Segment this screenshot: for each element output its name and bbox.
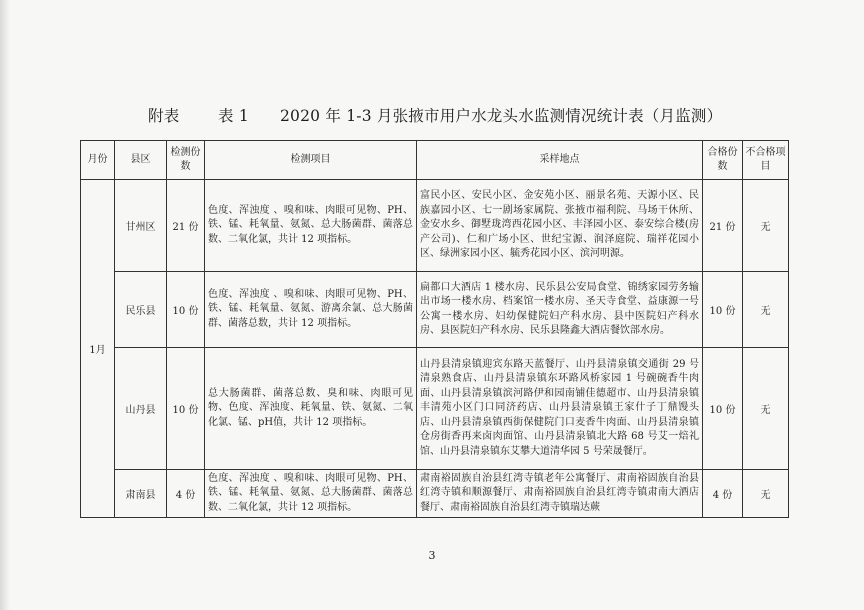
- qualified-cell: 10 份: [703, 272, 743, 348]
- county-cell: 肃南县: [115, 470, 167, 518]
- sites-text: 富民小区、安民小区、金安苑小区、丽景名苑、天源小区、民族嘉园小区、七一剧场家属院、张掖市福利院、马场干休所、金安水乡、御墅珑湾西花园小区、丰泽园小区、泰安综合楼(房产公司)、仁和广场小区、世纪宝源、润泽庭院、瑞祥花园小区、绿洲家园小区、毓秀花园小区、滨河明源。: [420, 190, 699, 260]
- title-text: 2020 年 1-3 月张掖市用户水龙头水监测情况统计表（月监测）: [280, 107, 723, 125]
- header-sites: 采样地点: [417, 141, 703, 180]
- sites-text: 肃南裕固族自治县红湾寺镇老年公寓餐厅、肃南裕固族自治县红湾寺镇和顺源餐厅、肃南裕固族自治县红湾寺镇肃南大酒店餐厅、肃南裕固族自治县红湾寺镇瑞达蕨: [420, 472, 699, 513]
- page-number: 3: [428, 549, 436, 562]
- items-cell: [205, 180, 417, 272]
- items-text: 色度、浑浊度 、嗅和味、肉眼可见物、PH、铁、锰、耗氧量、氨氮、总大肠菌群、菌落总数、二氧化氯，共计 12 项指标。: [208, 204, 413, 245]
- sites-cell: [417, 272, 703, 348]
- title-table-number: 表 1: [218, 107, 249, 125]
- table-title: [148, 104, 748, 126]
- count-cell: 10 份: [167, 348, 205, 470]
- table-row: [81, 180, 789, 272]
- items-text: 色度、浑浊度 、嗅和味、肉眼可见物、PH、铁、锰、耗氧量、氨氮、游离余氯、总大肠菌群、菌落总数，共计 12 项指标。: [208, 288, 413, 329]
- items-cell: [205, 470, 417, 518]
- sites-cell: [417, 180, 703, 272]
- items-text: 总大肠菌群、菌落总数、臭和味、肉眼可见物、色度、浑浊度、耗氧量、铁、氨氮、二氧化氯、锰、pH值，共计 12 项指标。: [208, 387, 413, 428]
- sites-text: 扁都口大酒店 1 楼水房、民乐县公安局食堂、锦绣家园劳务输出市场一楼水房、档案馆一楼水房、圣天寺食堂、益康源一号公寓一楼水房、妇幼保健院妇产科水房、县中医院妇产科水房、县医院妇产科水房、民乐县隆鑫大酒店餐饮部水房。: [420, 281, 699, 336]
- items-cell: [205, 348, 417, 470]
- monitoring-table: [80, 140, 789, 518]
- table-row: [81, 348, 789, 470]
- month-cell: 1月: [81, 180, 115, 518]
- count-cell: 4 份: [167, 470, 205, 518]
- sites-cell: [417, 470, 703, 518]
- unqualified-cell: 无: [743, 470, 789, 518]
- header-items: 检测项目: [205, 141, 417, 180]
- table-row: [81, 272, 789, 348]
- header-qualified: 合格份数: [703, 141, 743, 180]
- sites-text: 山丹县清泉镇迎宾东路天蓝餐厅、山丹县清泉镇交通街 29 号清泉熟食店、山丹县清泉镇东环路风桥家园 1 号碗碗香牛肉面、山丹县清泉镇滨河路伊和园南铺佳德超市、山丹县清泉镇丰清苑小区门口同济药店、山丹县清泉镇王家什子丁鼎馒头店、山丹县清泉镇西街保健院门口麦香牛肉面、山丹县清泉镇仓房街香再来卤肉面馆、山丹县清泉镇北大路 68 号艾一焙礼馆、山丹县清泉镇东艾攀大道清华园 5 号荣晟餐厅。: [420, 358, 699, 457]
- county-cell: 山丹县: [115, 348, 167, 470]
- header-county: 县区: [115, 141, 167, 180]
- qualified-cell: 4 份: [703, 470, 743, 518]
- count-cell: 21 份: [167, 180, 205, 272]
- table-header-row: [81, 141, 789, 180]
- table-row: [81, 470, 789, 518]
- qualified-cell: 10 份: [703, 348, 743, 470]
- qualified-cell: 21 份: [703, 180, 743, 272]
- header-count: 检测份数: [167, 141, 205, 180]
- scan-edge-shadow: [0, 0, 10, 610]
- county-cell: 民乐县: [115, 272, 167, 348]
- sites-cell: [417, 348, 703, 470]
- title-appendix: 附表: [148, 107, 180, 125]
- items-cell: [205, 272, 417, 348]
- count-cell: 10 份: [167, 272, 205, 348]
- unqualified-cell: 无: [743, 348, 789, 470]
- header-unqualified: 不合格项目: [743, 141, 789, 180]
- county-cell: 甘州区: [115, 180, 167, 272]
- unqualified-cell: 无: [743, 272, 789, 348]
- header-month: 月份: [81, 141, 115, 180]
- unqualified-cell: 无: [743, 180, 789, 272]
- items-text: 色度、浑浊度 、嗅和味、肉眼可见物、PH、铁、锰、耗氧量、氨氮、总大肠菌群、菌落总数、二氧化氯，共计 12 项指标。: [208, 472, 413, 513]
